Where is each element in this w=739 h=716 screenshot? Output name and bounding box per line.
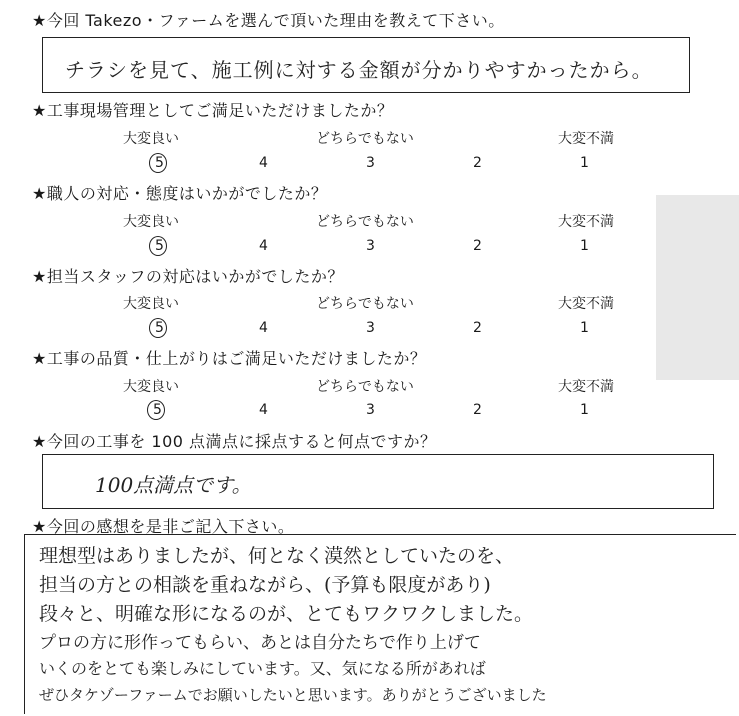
scale-number-1: 1 bbox=[580, 238, 589, 254]
scale-number-4: 4 bbox=[259, 155, 268, 171]
scale-label-best: 大変良い bbox=[123, 296, 179, 312]
scale-label-neutral: どちらでもない bbox=[316, 379, 414, 395]
scale-number-1: 1 bbox=[580, 320, 589, 336]
score-answer-text: 100点満点です。 bbox=[95, 473, 252, 497]
scale-label-best: 大変良い bbox=[123, 131, 179, 147]
scale-number-2: 2 bbox=[473, 238, 482, 254]
question-impressions-title: ★今回の感想を是非ご記入下さい。 bbox=[32, 517, 295, 536]
question-score-title: ★今回の工事を 100 点満点に採点すると何点ですか？ bbox=[32, 432, 437, 451]
impressions-line-5: いくのをとても楽しみにしています。又、気になる所があれば bbox=[39, 659, 486, 678]
scale-label-best: 大変良い bbox=[123, 214, 179, 230]
scale-number-3: 3 bbox=[366, 320, 375, 336]
scale-number-5: 5 bbox=[155, 155, 164, 171]
scale-number-5: 5 bbox=[155, 320, 164, 336]
impressions-line-1: 理想型はありましたが、何となく漠然としていたのを、 bbox=[39, 545, 515, 567]
impressions-line-4: プロの方に形作ってもらい、あとは自分たちで作り上げて bbox=[39, 633, 481, 653]
question-craftsman-attitude-title: ★職人の対応・態度はいかがでしたか？ bbox=[32, 184, 328, 203]
impressions-line-2: 担当の方との相談を重ねながら、(予算も限度があり) bbox=[39, 574, 491, 596]
scale-number-5: 5 bbox=[155, 238, 164, 254]
scale-label-worst: 大変不満 bbox=[558, 379, 614, 395]
scale-label-worst: 大変不満 bbox=[558, 131, 614, 147]
reason-answer-text: チラシを見て、施工例に対する金額が分かりやすかったから。 bbox=[65, 58, 653, 82]
scan-shadow bbox=[656, 195, 739, 380]
scale-number-5: 5 bbox=[153, 402, 162, 418]
scale-number-1: 1 bbox=[580, 402, 589, 418]
scale-number-1: 1 bbox=[580, 155, 589, 171]
question-staff-response-title: ★担当スタッフの対応はいかがでしたか？ bbox=[32, 267, 344, 286]
scale-number-2: 2 bbox=[473, 320, 482, 336]
scale-number-4: 4 bbox=[259, 238, 268, 254]
scale-number-4: 4 bbox=[259, 320, 268, 336]
scale-label-worst: 大変不満 bbox=[558, 214, 614, 230]
impressions-line-6: ぜひタケゾーファームでお願いしたいと思います。ありがとうございました bbox=[39, 686, 547, 704]
question-quality-finish-title: ★工事の品質・仕上がりはご満足いただけましたか？ bbox=[32, 349, 427, 368]
scale-label-neutral: どちらでもない bbox=[316, 214, 414, 230]
impressions-line-3: 段々と、明確な形になるのが、とてもワクワクしました。 bbox=[39, 603, 534, 625]
scale-number-3: 3 bbox=[366, 402, 375, 418]
scale-label-worst: 大変不満 bbox=[558, 296, 614, 312]
scale-number-2: 2 bbox=[473, 155, 482, 171]
question-site-management-title: ★工事現場管理としてご満足いただけましたか？ bbox=[32, 101, 394, 120]
scale-label-neutral: どちらでもない bbox=[316, 131, 414, 147]
scale-number-4: 4 bbox=[259, 402, 268, 418]
scale-label-neutral: どちらでもない bbox=[316, 296, 414, 312]
scale-number-2: 2 bbox=[473, 402, 482, 418]
reason-answer-box bbox=[42, 37, 690, 93]
scale-number-3: 3 bbox=[366, 238, 375, 254]
question-reason-title: ★今回 Takezo・ファームを選んで頂いた理由を教えて下さい。 bbox=[32, 11, 505, 30]
score-answer-box bbox=[42, 454, 714, 509]
impressions-answer-box bbox=[24, 534, 736, 714]
scale-number-3: 3 bbox=[366, 155, 375, 171]
scale-label-best: 大変良い bbox=[123, 379, 179, 395]
